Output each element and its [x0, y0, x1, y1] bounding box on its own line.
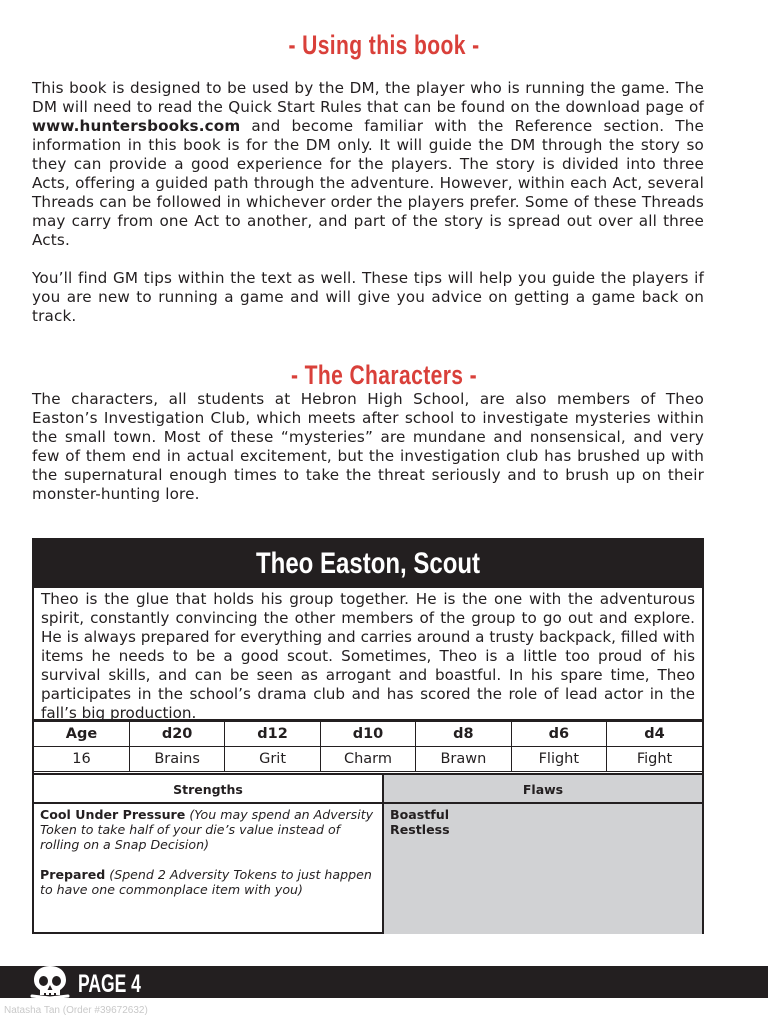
flaw-item: Boastful: [390, 807, 450, 822]
strengths-header: Strengths: [34, 775, 382, 804]
stat-value: Brains: [129, 747, 224, 772]
stat-value: Brawn: [416, 747, 511, 772]
order-watermark: Natasha Tan (Order #39672632): [4, 1005, 148, 1016]
strengths-flaws-section: [34, 773, 702, 934]
strengths-column: [34, 775, 384, 934]
strength-item: Cool Under Pressure (You may spend an Adversity Token to take half of your die’s value instead of rolling on a Snap Decision): [40, 807, 374, 852]
strength-item: Prepared (Spend 2 Adversity Tokens to just happen to have one commonplace item with you): [40, 867, 372, 897]
skull-icon: [30, 964, 70, 1002]
character-card: [32, 538, 704, 934]
gm-tips-paragraph: You’ll find GM tips within the text as well. These tips will help you guide the players if you are new to running a game and will give you advice on getting a game back on track.: [32, 269, 704, 325]
stat-header: d4: [607, 722, 702, 747]
stat-value: Fight: [607, 747, 702, 772]
character-description: Theo is the glue that holds his group together. He is the one with the adventurous spirit, constantly convincing the other members of the group to go out and explore. He is always prepared for everything and carries around a trusty backpack, filled with items he needs to be a good scout. Sometimes, Theo is a little too proud of his survival skills, and can be seen as arrogant and boastful. In his spare time, Theo participates in the school’s drama club and has scored the role of lead actor in the fall’s big production.: [34, 588, 702, 721]
flaw-item: Restless: [390, 822, 450, 837]
page-number: PAGE 4: [78, 970, 141, 998]
website-link[interactable]: www.huntersbooks.com: [32, 117, 241, 135]
stats-value-row: [34, 747, 702, 772]
intro-paragraph: This book is designed to be used by the DM, the player who is running the game. The DM will need to read the Quick Start Rules that can be found on the download page of www.huntersbooks.com and become familiar with the Reference section. The information in this book is for the DM only. It will guide the DM through the story so they can provide a good experience for the players. The story is divided into three Acts, offering a guided path through the adventure. However, within each Act, several Threads can be followed in whichever order the players prefer. Some of these Threads may carry from one Act to another, and part of the story is spread out over all three Acts.: [32, 79, 704, 249]
stat-header: d12: [225, 722, 320, 747]
stat-header: d20: [129, 722, 224, 747]
stat-value: Grit: [225, 747, 320, 772]
stat-value: Flight: [511, 747, 606, 772]
stats-header-row: [34, 722, 702, 747]
character-card-title: Theo Easton, Scout: [34, 540, 702, 588]
heading-using-this-book: - Using this book -: [288, 30, 480, 60]
stat-header: d6: [511, 722, 606, 747]
page-footer: [0, 966, 768, 998]
stat-value: 16: [34, 747, 129, 772]
flaws-column: [384, 775, 702, 934]
characters-paragraph: The characters, all students at Hebron High School, are also members of Theo Easton’s Investigation Club, which meets after school to investigate mysteries within the small town. Most of these “mysteries” are mundane and nonsensical, and very few of them end in actual excitement, but the investigation club has brushed up with the supernatural enough times to take the threat seriously and to brush up on their monster-hunting lore.: [32, 390, 704, 503]
flaws-header: Flaws: [384, 775, 702, 804]
stats-table: [34, 721, 702, 772]
stat-header: d10: [320, 722, 415, 747]
heading-the-characters: - The Characters -: [290, 360, 478, 390]
stat-header: Age: [34, 722, 129, 747]
stat-value: Charm: [320, 747, 415, 772]
stat-header: d8: [416, 722, 511, 747]
